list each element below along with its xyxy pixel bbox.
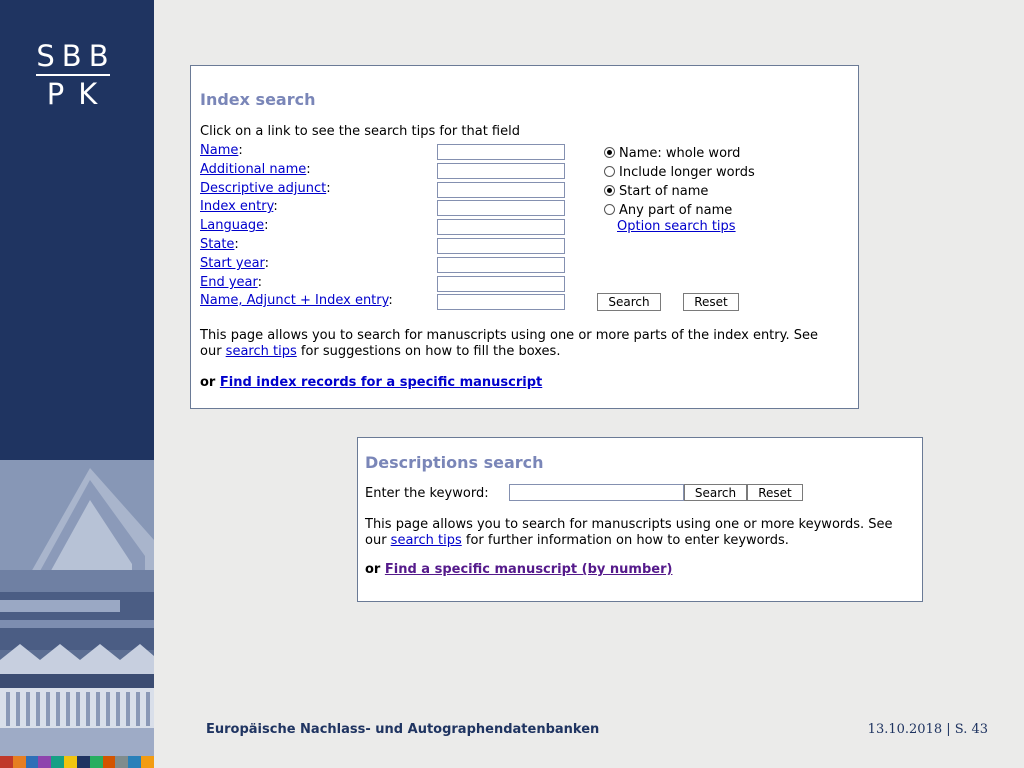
color-strip-segment <box>51 756 64 768</box>
color-strip-segment <box>103 756 116 768</box>
color-strip-segment <box>26 756 39 768</box>
index-description-our: our <box>200 344 226 359</box>
index-field-colon: : <box>257 275 263 290</box>
index-field-input[interactable] <box>437 294 565 310</box>
index-field-input[interactable] <box>437 238 565 254</box>
descriptions-reset-button[interactable]: Reset <box>747 484 803 501</box>
index-field-input[interactable] <box>437 257 565 273</box>
index-field-colon: : <box>306 162 311 177</box>
color-strip-segment <box>77 756 90 768</box>
option-include-longer-words-radio[interactable] <box>604 166 615 177</box>
index-description <box>200 328 818 360</box>
index-field-colon: : <box>238 143 243 158</box>
index-field-input[interactable] <box>437 163 565 179</box>
descriptions-search-tips-link[interactable]: search tips <box>390 533 462 548</box>
index-field-input[interactable] <box>437 182 565 198</box>
option-any-part-of-name-radio[interactable] <box>604 204 615 215</box>
index-field-input[interactable] <box>437 200 565 216</box>
index-field-input[interactable] <box>437 144 565 160</box>
color-strip-segment <box>64 756 77 768</box>
index-field-colon: : <box>388 293 393 308</box>
option-name-whole-word-label: Name: whole word <box>619 146 741 161</box>
index-field-input[interactable] <box>437 219 565 235</box>
index-search-tips-link[interactable]: search tips <box>225 344 297 359</box>
keyword-label: Enter the keyword: <box>365 486 489 501</box>
descriptions-description <box>365 517 893 549</box>
find-index-records-link[interactable]: Find index records for a specific manuscript <box>219 375 543 390</box>
color-strip-segment <box>90 756 103 768</box>
index-field-label-link[interactable]: Start year <box>200 256 265 271</box>
index-field-row <box>200 237 239 252</box>
option-name-whole-word-radio[interactable] <box>604 147 615 158</box>
option-any-part-of-name-label: Any part of name <box>619 203 733 218</box>
index-description-suffix: for suggestions on how to fill the boxes. <box>296 344 561 359</box>
color-strip-segment <box>13 756 26 768</box>
index-field-row <box>200 181 331 196</box>
footer-title: Europäische Nachlass- und Autographendatenbanken <box>206 722 600 737</box>
footer-date-page: 13.10.2018 | S. 43 <box>867 722 988 737</box>
index-field-input[interactable] <box>437 276 565 292</box>
find-specific-manuscript-link[interactable]: Find a specific manuscript (by number) <box>384 562 673 577</box>
descriptions-description-line1: This page allows you to search for manuscripts using one or more keywords. See <box>365 517 893 532</box>
index-field-label-link[interactable]: State <box>200 237 235 252</box>
descriptions-search-button[interactable]: Search <box>684 484 747 501</box>
index-field-row <box>200 162 311 177</box>
index-field-label-link[interactable]: Descriptive adjunct <box>200 181 327 196</box>
color-strip-segment <box>38 756 51 768</box>
descriptions-find-row <box>365 562 672 577</box>
color-strip-segment <box>128 756 141 768</box>
index-or-label: or <box>200 375 216 390</box>
index-search-title: Index search <box>200 90 316 109</box>
descriptions-or-label: or <box>365 562 381 577</box>
index-search-button[interactable]: Search <box>597 293 661 311</box>
option-start-of-name-label: Start of name <box>619 184 709 199</box>
index-description-line1: This page allows you to search for manuscripts using one or more parts of the index entry. See <box>200 328 818 343</box>
index-search-intro: Click on a link to see the search tips for that field <box>200 124 520 139</box>
keyword-input[interactable] <box>509 484 684 501</box>
index-field-row <box>200 199 278 214</box>
index-field-label-link[interactable]: End year <box>200 275 258 290</box>
index-field-colon: : <box>273 199 278 214</box>
index-field-label-link[interactable]: Additional name <box>200 162 307 177</box>
descriptions-search-panel <box>357 437 923 602</box>
index-field-row <box>200 256 269 271</box>
index-field-colon: : <box>264 218 269 233</box>
sbb-pk-logo <box>0 38 146 112</box>
index-field-label-link[interactable]: Name <box>200 143 239 158</box>
color-strip-segment <box>115 756 128 768</box>
index-field-row <box>200 293 393 308</box>
logo-bottom-text: PK <box>46 77 112 111</box>
color-strip-segment <box>0 756 13 768</box>
index-field-row <box>200 275 262 290</box>
color-strip <box>0 756 154 768</box>
index-field-row <box>200 143 243 158</box>
option-include-longer-words-label: Include longer words <box>619 165 755 180</box>
index-field-label-link[interactable]: Index entry <box>200 199 274 214</box>
index-find-row <box>200 375 542 390</box>
index-field-label-link[interactable]: Language <box>200 218 265 233</box>
library-building-photo <box>0 460 154 756</box>
index-field-label-link[interactable]: Name, Adjunct + Index entry <box>200 293 389 308</box>
descriptions-search-title: Descriptions search <box>365 453 544 472</box>
index-reset-button[interactable]: Reset <box>683 293 739 311</box>
color-strip-segment <box>141 756 154 768</box>
index-field-colon: : <box>326 181 331 196</box>
option-start-of-name-radio[interactable] <box>604 185 615 196</box>
sidebar <box>0 0 154 768</box>
descriptions-description-our: our <box>365 533 391 548</box>
index-field-colon: : <box>234 237 239 252</box>
index-search-panel <box>190 65 859 409</box>
option-search-tips-link[interactable]: Option search tips <box>617 219 736 234</box>
descriptions-description-suffix: for further information on how to enter keywords. <box>461 533 789 548</box>
index-field-row <box>200 218 269 233</box>
logo-top-text: SBB <box>36 39 116 73</box>
index-field-colon: : <box>264 256 270 271</box>
